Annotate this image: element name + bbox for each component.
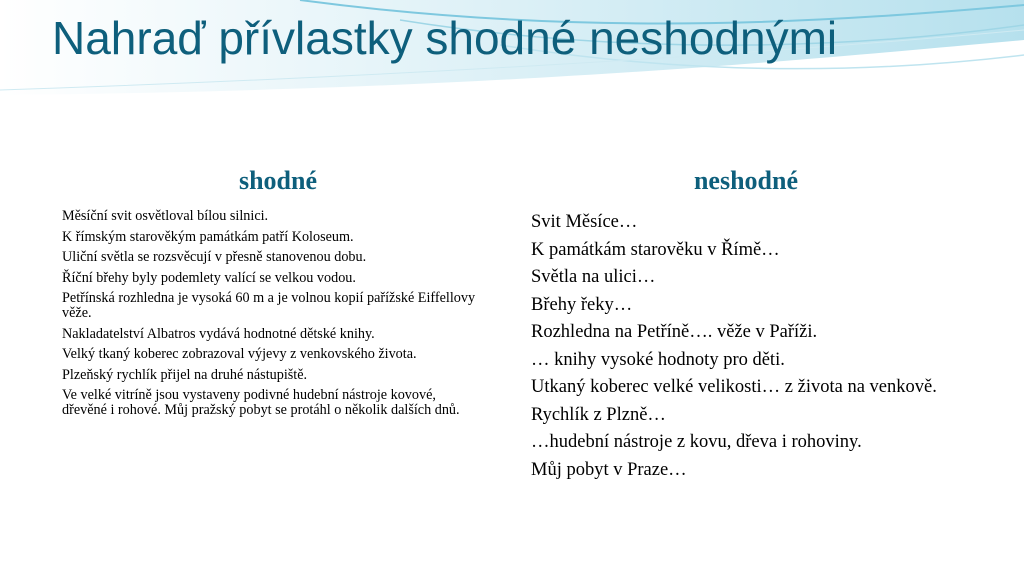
list-neshodne (531, 211, 951, 486)
list-item: … knihy vysoké hodnoty pro děti. (531, 349, 785, 370)
slide-title: Nahraď přívlastky shodné neshodnými (52, 12, 838, 64)
list-item: Rychlík z Plzně… (531, 404, 666, 425)
list-item: Petřínská rozhledna je vysoká 60 m a je volnou kopií pařížské Eiffellovy věže. (62, 290, 476, 321)
list-item: Utkaný koberec velké velikosti… z života na venkově. (531, 377, 937, 397)
list-item: Velký tkaný koberec zobrazoval výjevy z venkovského života. (62, 346, 417, 362)
list-item: …hudební nástroje z kovu, dřeva i rohoviny. (531, 432, 862, 452)
column-heading-shodne: shodné (238, 166, 318, 195)
list-item: Můj pobyt v Praze… (531, 459, 687, 480)
list-shodne (62, 209, 482, 424)
list-item: Nakladatelství Albatros vydává hodnotné dětské knihy. (62, 325, 375, 342)
list-item: K římským starověkým památkám patří Koloseum. (62, 228, 354, 245)
list-item: Rozhledna na Petříně…. věže v Paříži. (531, 322, 818, 342)
column-heading-neshodne: neshodné (693, 166, 799, 195)
list-item: Ve velké vitríně jsou vystaveny podivné hudební nástroje kovové, dřevěné i rohové. Můj pražský pobyt se protáhl o několik dalších dnů. (62, 387, 460, 418)
list-item: K památkám starověku v Římě… (531, 239, 780, 260)
list-item: Plzeňský rychlík přijel na druhé nástupiště. (62, 366, 308, 383)
list-item: Uliční světla se rozsvěcují v přesně stanovenou dobu. (62, 249, 367, 265)
list-item: Světla na ulici… (531, 267, 656, 287)
list-item: Měsíční svit osvětloval bílou silnici. (62, 208, 269, 224)
list-item: Říční břehy byly podemlety valící se velkou vodou. (62, 269, 356, 286)
list-item: Svit Měsíce… (531, 212, 638, 232)
list-item: Břehy řeky… (531, 294, 633, 315)
